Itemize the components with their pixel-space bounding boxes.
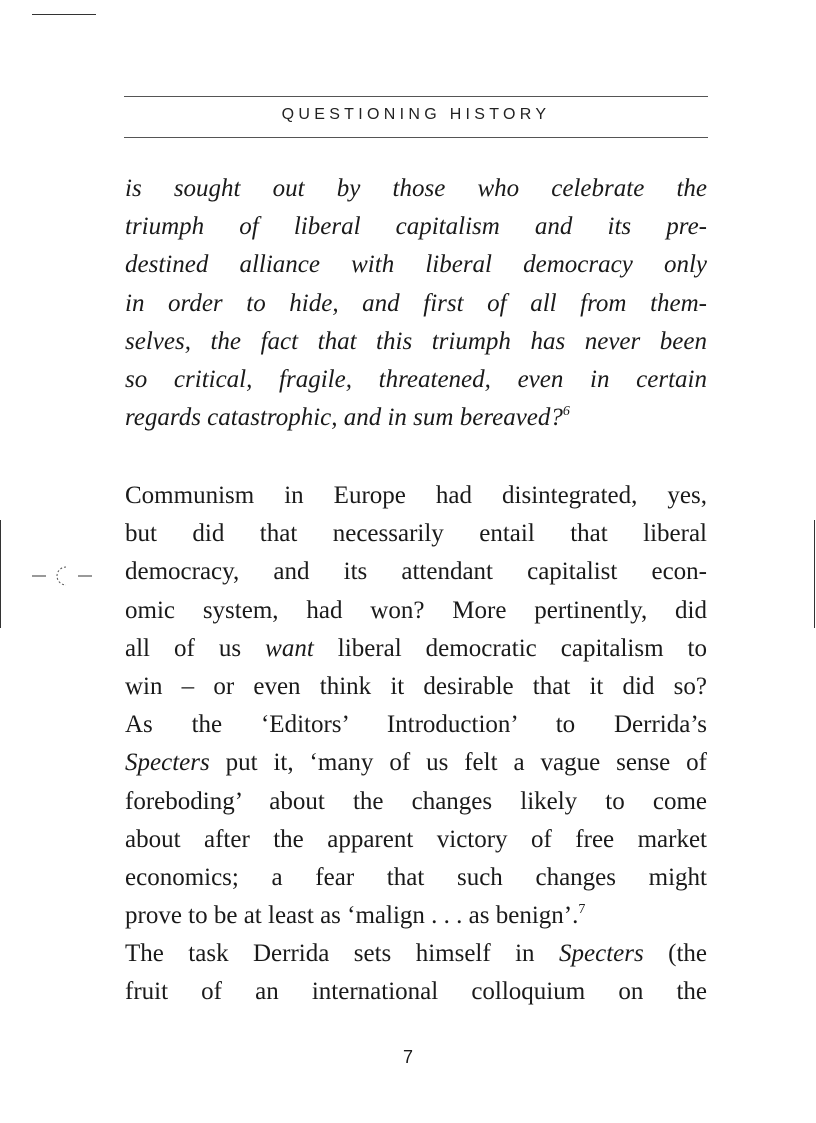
body-line: about after the apparent victory of free market [125,825,707,853]
body-text: prove to be at least as ‘malign . . . as benign’. [125,902,579,930]
quote-line: selves, the fact that this triumph has never been [125,327,707,355]
crop-mark-top-left [32,14,96,15]
body-line [125,630,707,668]
body-text: all of us [125,634,242,662]
body-text: The task Derrida sets himself in [125,940,535,968]
crop-mark-left [0,520,1,628]
quote-last-line [125,399,707,437]
book-title: Specters [125,749,210,777]
body-line: but did that necessarily entail that liberal [125,520,707,548]
page-number: 7 [402,1047,413,1067]
book-title: Specters [559,940,644,968]
quote-line: in order to hide, and first of all from them- [125,289,707,317]
footnote-ref-7: 7 [578,902,586,918]
body-line: omic system, had won? More pertinently, did [125,596,707,624]
quote-line: destined alliance with liberal democracy only [125,251,707,279]
body-line: fruit of an international colloquium on the [125,978,707,1006]
body-text: put it, ‘many of us felt a vague sense of [225,749,707,777]
running-head: QUESTIONING HISTORY [281,106,551,123]
header-rule-top [124,96,708,97]
body-text: liberal democratic capitalism to [337,634,707,662]
footnote-ref-6: 6 [562,404,570,420]
emphasis: want [265,634,314,662]
quote-last-line-text: regards catastrophic, and in sum bereaved? [125,404,563,432]
body-line: win – or even think it desirable that it did so? [125,672,707,700]
body-line [125,744,707,782]
quote-line: is sought out by those who celebrate the [125,175,707,202]
body-line: Communism in Europe had disintegrated, yes, [125,482,707,509]
header-rule-bottom [124,137,708,138]
body-line [125,935,707,973]
body-line: foreboding’ about the changes likely to come [125,787,707,815]
quote-line: triumph of liberal capitalism and its pre- [125,213,707,241]
body-text: (the [668,940,707,968]
body-line: As the ‘Editors’ Introduction’ to Derrida’s [125,711,707,739]
block-quote [125,170,707,437]
registration-mark-icon [32,563,92,589]
body-line: democracy, and its attendant capitalist econ- [125,558,707,586]
body-line: economics; a fear that such changes might [125,863,707,891]
body-line [125,897,707,935]
body-paragraph [125,477,707,1012]
quote-line: so critical, fragile, threatened, even in certain [125,365,707,393]
crop-mark-right [814,520,815,628]
